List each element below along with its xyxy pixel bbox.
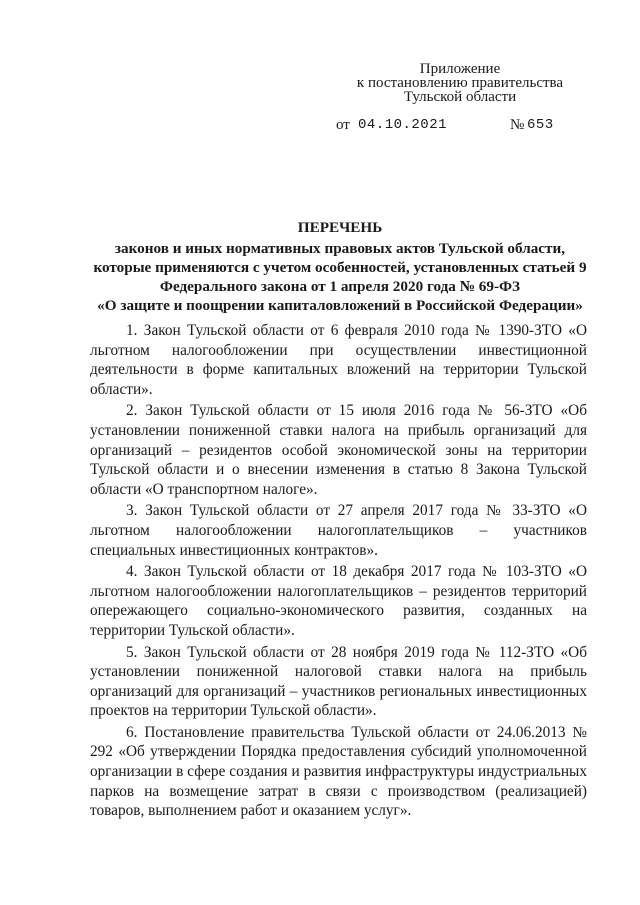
resolution-dateline	[336, 117, 566, 137]
title-subline-1: законов и иных нормативных правовых актов Тульской области,	[114, 240, 566, 257]
document-title: ПЕРЕЧЕНЬ	[297, 219, 383, 236]
title-subline-2: которые применяются с учетом особенностей, установленных статьей 9	[93, 259, 587, 276]
appendix-label: Приложение	[419, 61, 501, 77]
list-item: 1. Закон Тульской области от 6 февраля 2010 года № 1390-ЗТО «О льготном налогообложении при осуществлении инвестиционной деятельности в форме капитальных вложений на территории Тульской области».	[90, 322, 587, 398]
law-list	[90, 321, 587, 823]
list-item: 6. Постановление правительства Тульской области от 24.06.2013 № 292 «Об утверждении Порядка предоставления субсидий уполномоченной организации в сфере создания и развития инфраструктуры индустриальных парков на возмещение затрат в связи с производством (реализацией) товаров, выполнением работ и оказанием услуг».	[90, 723, 587, 820]
appendix-region: Тульской области	[403, 89, 517, 105]
number-sign: №	[510, 117, 525, 133]
document-title-block	[80, 218, 600, 315]
date-prefix: от	[336, 117, 350, 133]
title-subline-4: «О защите и поощрении капиталовложений в Российской Федерации»	[97, 297, 583, 314]
resolution-date: 04.10.2021	[358, 117, 448, 133]
list-item: 5. Закон Тульской области от 28 ноября 2019 года № 112-ЗТО «Об установлении пониженной налоговой ставки налога на прибыль организаций для организаций – участников региональных инвестиционных проектов на территории Тульской области».	[90, 643, 587, 720]
appendix-reference: к постановлению правительства	[356, 75, 564, 91]
list-item: 4. Закон Тульской области от 18 декабря 2017 года № 103-ЗТО «О льготном налогообложении налогоплательщиков – резидентов территорий опережающего социально-экономического развития, созданных на территории Тульской области».	[90, 563, 587, 639]
title-subline-3: Федерального закона от 1 апреля 2020 года № 69-ФЗ	[159, 278, 521, 295]
list-item: 3. Закон Тульской области от 27 апреля 2017 года № 33-ЗТО «О льготном налогообложении налогоплательщиков – участников специальных инвестиционных контрактов».	[90, 502, 587, 559]
appendix-header	[340, 62, 580, 104]
list-item: 2. Закон Тульской области от 15 июля 2016 года № 56-ЗТО «Об установлении пониженной ставки налога на прибыль организаций для организаций – резидентов особой экономической зоны на территории Тульской области и о внесении изменения в статью 8 Закона Тульской области «О транспортном налоге».	[90, 402, 587, 498]
resolution-number: 653	[527, 117, 554, 133]
